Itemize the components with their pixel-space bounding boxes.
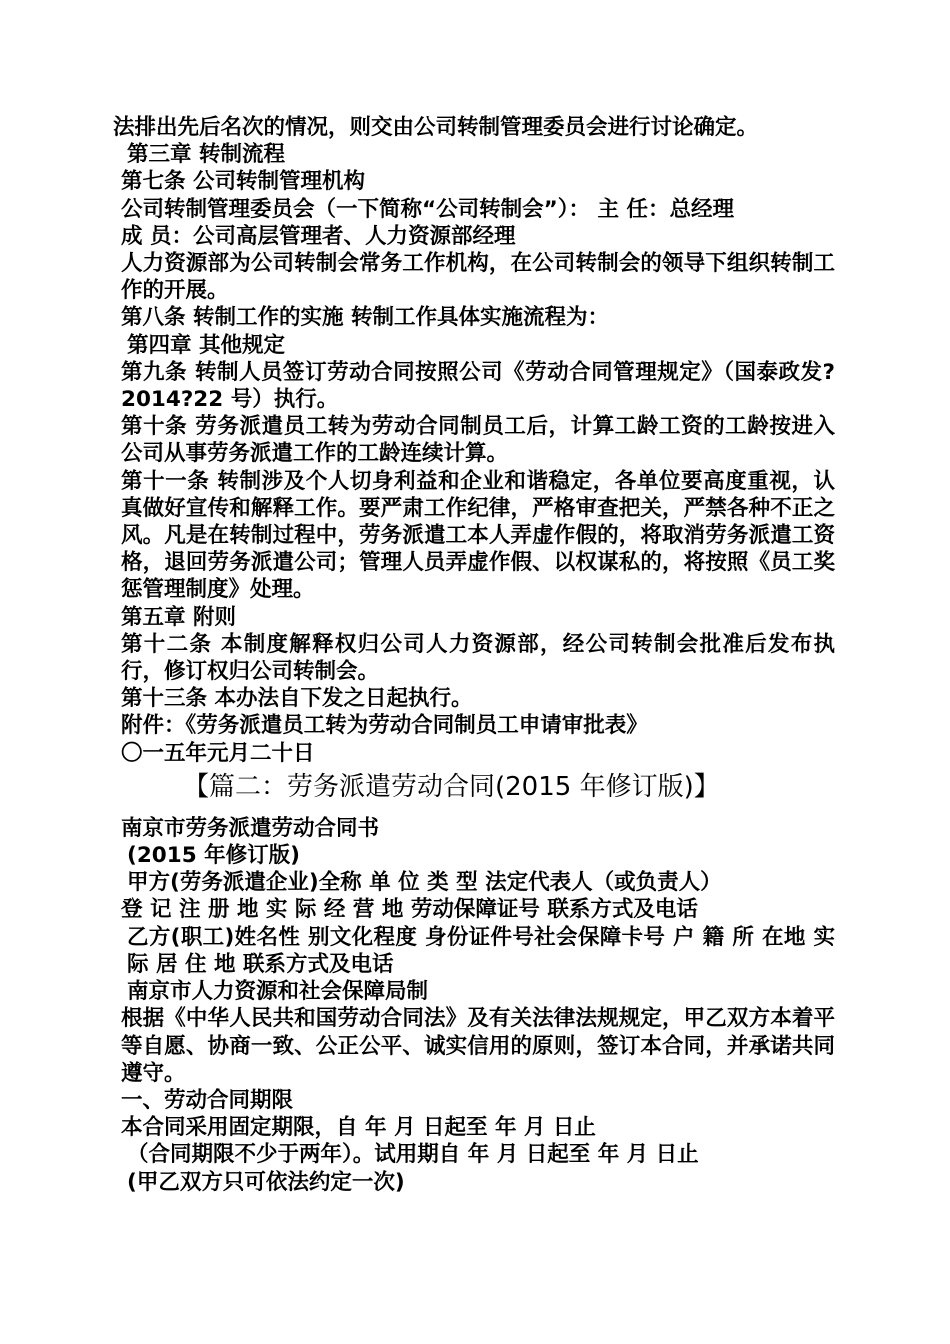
text-line: （合同期限不少于两年）。试用期自 年 月 日起至 年 月 日止 <box>127 1142 699 1168</box>
date-line: 〇一五年元月二十日 <box>121 740 315 766</box>
document-page <box>113 114 835 1196</box>
text-line: 公司转制管理委员会（一下简称“公司转制会”）： 主 任：总经理 <box>121 196 734 222</box>
text-line: 本合同采用固定期限，自 年 月 日起至 年 月 日止 <box>121 1115 596 1141</box>
text-paragraph: 第十一条 转制涉及个人切身利益和企业和谐稳定，各单位要高度重视，认真做好宣传和解释工作。要严肃工作纪律，严格审查把关，严禁各种不正之风。凡是在转制过程中，劳务派遣工本人弄虚作假的，将取消劳务派遣工资格，退回劳务派遣公司；管理人员弄虚作假、以权谋私的，将按照《员工奖惩管理制度》处理。 <box>121 468 835 603</box>
text-paragraph: 第十二条 本制度解释权归公司人力资源部，经公司转制会批准后发布执行，修订权归公司转制会。 <box>121 631 835 685</box>
section-heading: 一、劳动合同期限 <box>121 1087 294 1113</box>
attachment-line: 附件：《劳务派遣员工转为劳动合同制员工申请审批表》 <box>121 713 648 739</box>
chapter-heading: 第四章 其他规定 <box>127 332 285 358</box>
contract-edition: (2015 年修订版) <box>127 843 300 869</box>
text-paragraph: 第九条 转制人员签订劳动合同按照公司《劳动合同管理规定》（国泰政发?2014?22 号）执行。 <box>121 359 835 413</box>
article-heading: 第八条 转制工作的实施 转制工作具体实施流程为： <box>121 305 609 331</box>
text-paragraph: 第十条 劳务派遣员工转为劳动合同制员工后，计算工龄工资的工龄按进入公司从事劳务派遣工作的工龄连续计算。 <box>121 414 835 467</box>
contract-title: 南京市劳务派遣劳动合同书 <box>121 815 380 841</box>
text-line: (甲乙双方只可依法约定一次) <box>127 1169 405 1195</box>
text-paragraph: 根据《中华人民共和国劳动合同法》及有关法律法规规定，甲乙双方本着平等自愿、协商一致、公正公平、诚实信用的原则，签订本合同，并承诺共同遵守。 <box>121 1006 835 1086</box>
text-line: 南京市人力资源和社会保障局制 <box>127 979 429 1005</box>
text-line: 成 员：公司高层管理者、人力资源部经理 <box>121 223 516 249</box>
text-line: 法排出先后名次的情况，则交由公司转制管理委员会进行讨论确定。 <box>113 115 759 140</box>
chapter-heading: 第五章 附则 <box>121 604 236 630</box>
text-line: 甲方(劳务派遣企业)全称 单 位 类 型 法定代表人（或负责人） <box>127 870 722 896</box>
text-paragraph: 乙方(职工)姓名性 别文化程度 身份证件号社会保障卡号 户 籍 所 在地 实 际 居 住 地 联系方式及电话 <box>127 924 835 977</box>
article-heading: 第七条 公司转制管理机构 <box>121 169 365 195</box>
text-line: 登 记 注 册 地 实 际 经 营 地 劳动保障证号 联系方式及电话 <box>121 897 698 923</box>
section-title: 【篇二：劳务派遣劳动合同(2015 年修订版)】 <box>183 771 720 802</box>
text-line: 第十三条 本办法自下发之日起执行。 <box>121 686 473 712</box>
text-paragraph: 人力资源部为公司转制会常务工作机构，在公司转制会的领导下组织转制工作的开展。 <box>121 251 835 304</box>
chapter-heading: 第三章 转制流程 <box>127 142 285 168</box>
